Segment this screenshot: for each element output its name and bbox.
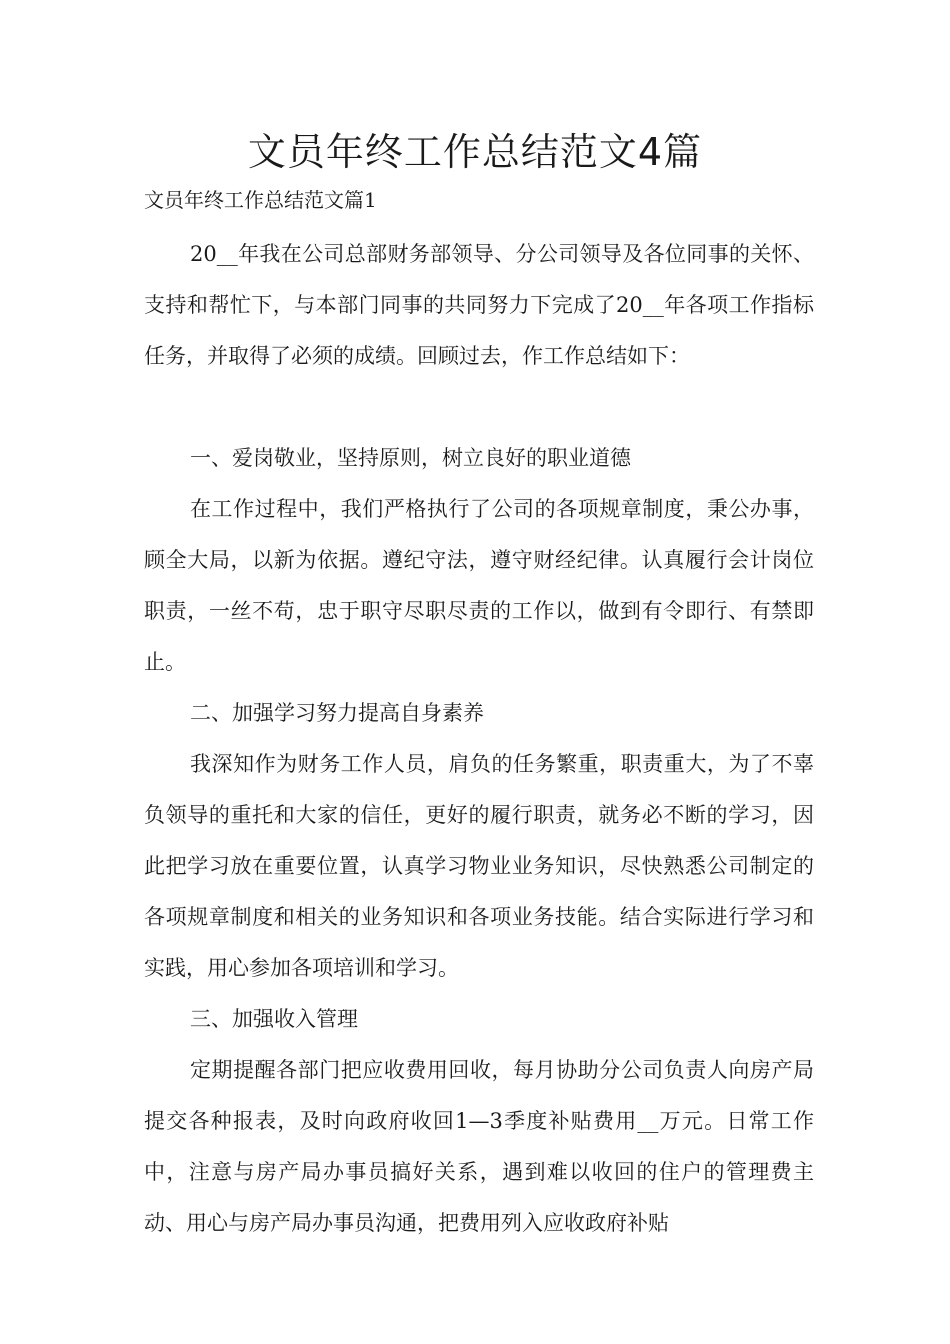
- document-subtitle: 文员年终工作总结范文篇1: [144, 188, 377, 212]
- section-heading: 一、爱岗敬业，坚持原则，树立良好的职业道德: [190, 446, 631, 470]
- section-heading: 二、加强学习努力提高自身素养: [190, 701, 484, 725]
- intro-paragraph: 20__年我在公司总部财务部领导、分公司领导及各位同事的关怀、支持和帮忙下，与本部门同事的共同努力下完成了20__年各项工作指标任务，并取得了必须的成绩。回顾过去，作工作总结如下：: [144, 242, 814, 368]
- section-heading: 三、加强收入管理: [190, 1007, 358, 1031]
- document-body: [144, 177, 814, 1249]
- section-paragraph: 我深知作为财务工作人员，肩负的任务繁重，职责重大，为了不辜负领导的重托和大家的信任，更好的履行职责，就务必不断的学习，因此把学习放在重要位置，认真学习物业业务知识，尽快熟悉公司制定的各项规章制度和相关的业务知识和各项业务技能。结合实际进行学习和实践，用心参加各项培训和学习。: [144, 752, 814, 980]
- section-paragraph: 在工作过程中，我们严格执行了公司的各项规章制度，秉公办事，顾全大局，以新为依据。遵纪守法，遵守财经纪律。认真履行会计岗位职责，一丝不苟，忠于职守尽职尽责的工作以，做到有令即行、有禁即止。: [144, 497, 814, 674]
- paragraph-gap: [144, 382, 814, 433]
- document-title: 文员年终工作总结范文4篇: [247, 130, 703, 174]
- section-paragraph: 定期提醒各部门把应收费用回收，每月协助分公司负责人向房产局提交各种报表，及时向政府收回1—3季度补贴费用__万元。日常工作中，注意与房产局办事员搞好关系，遇到难以收回的住户的管理费主动、用心与房产局办事员沟通，把费用列入应收政府补贴: [144, 1058, 814, 1235]
